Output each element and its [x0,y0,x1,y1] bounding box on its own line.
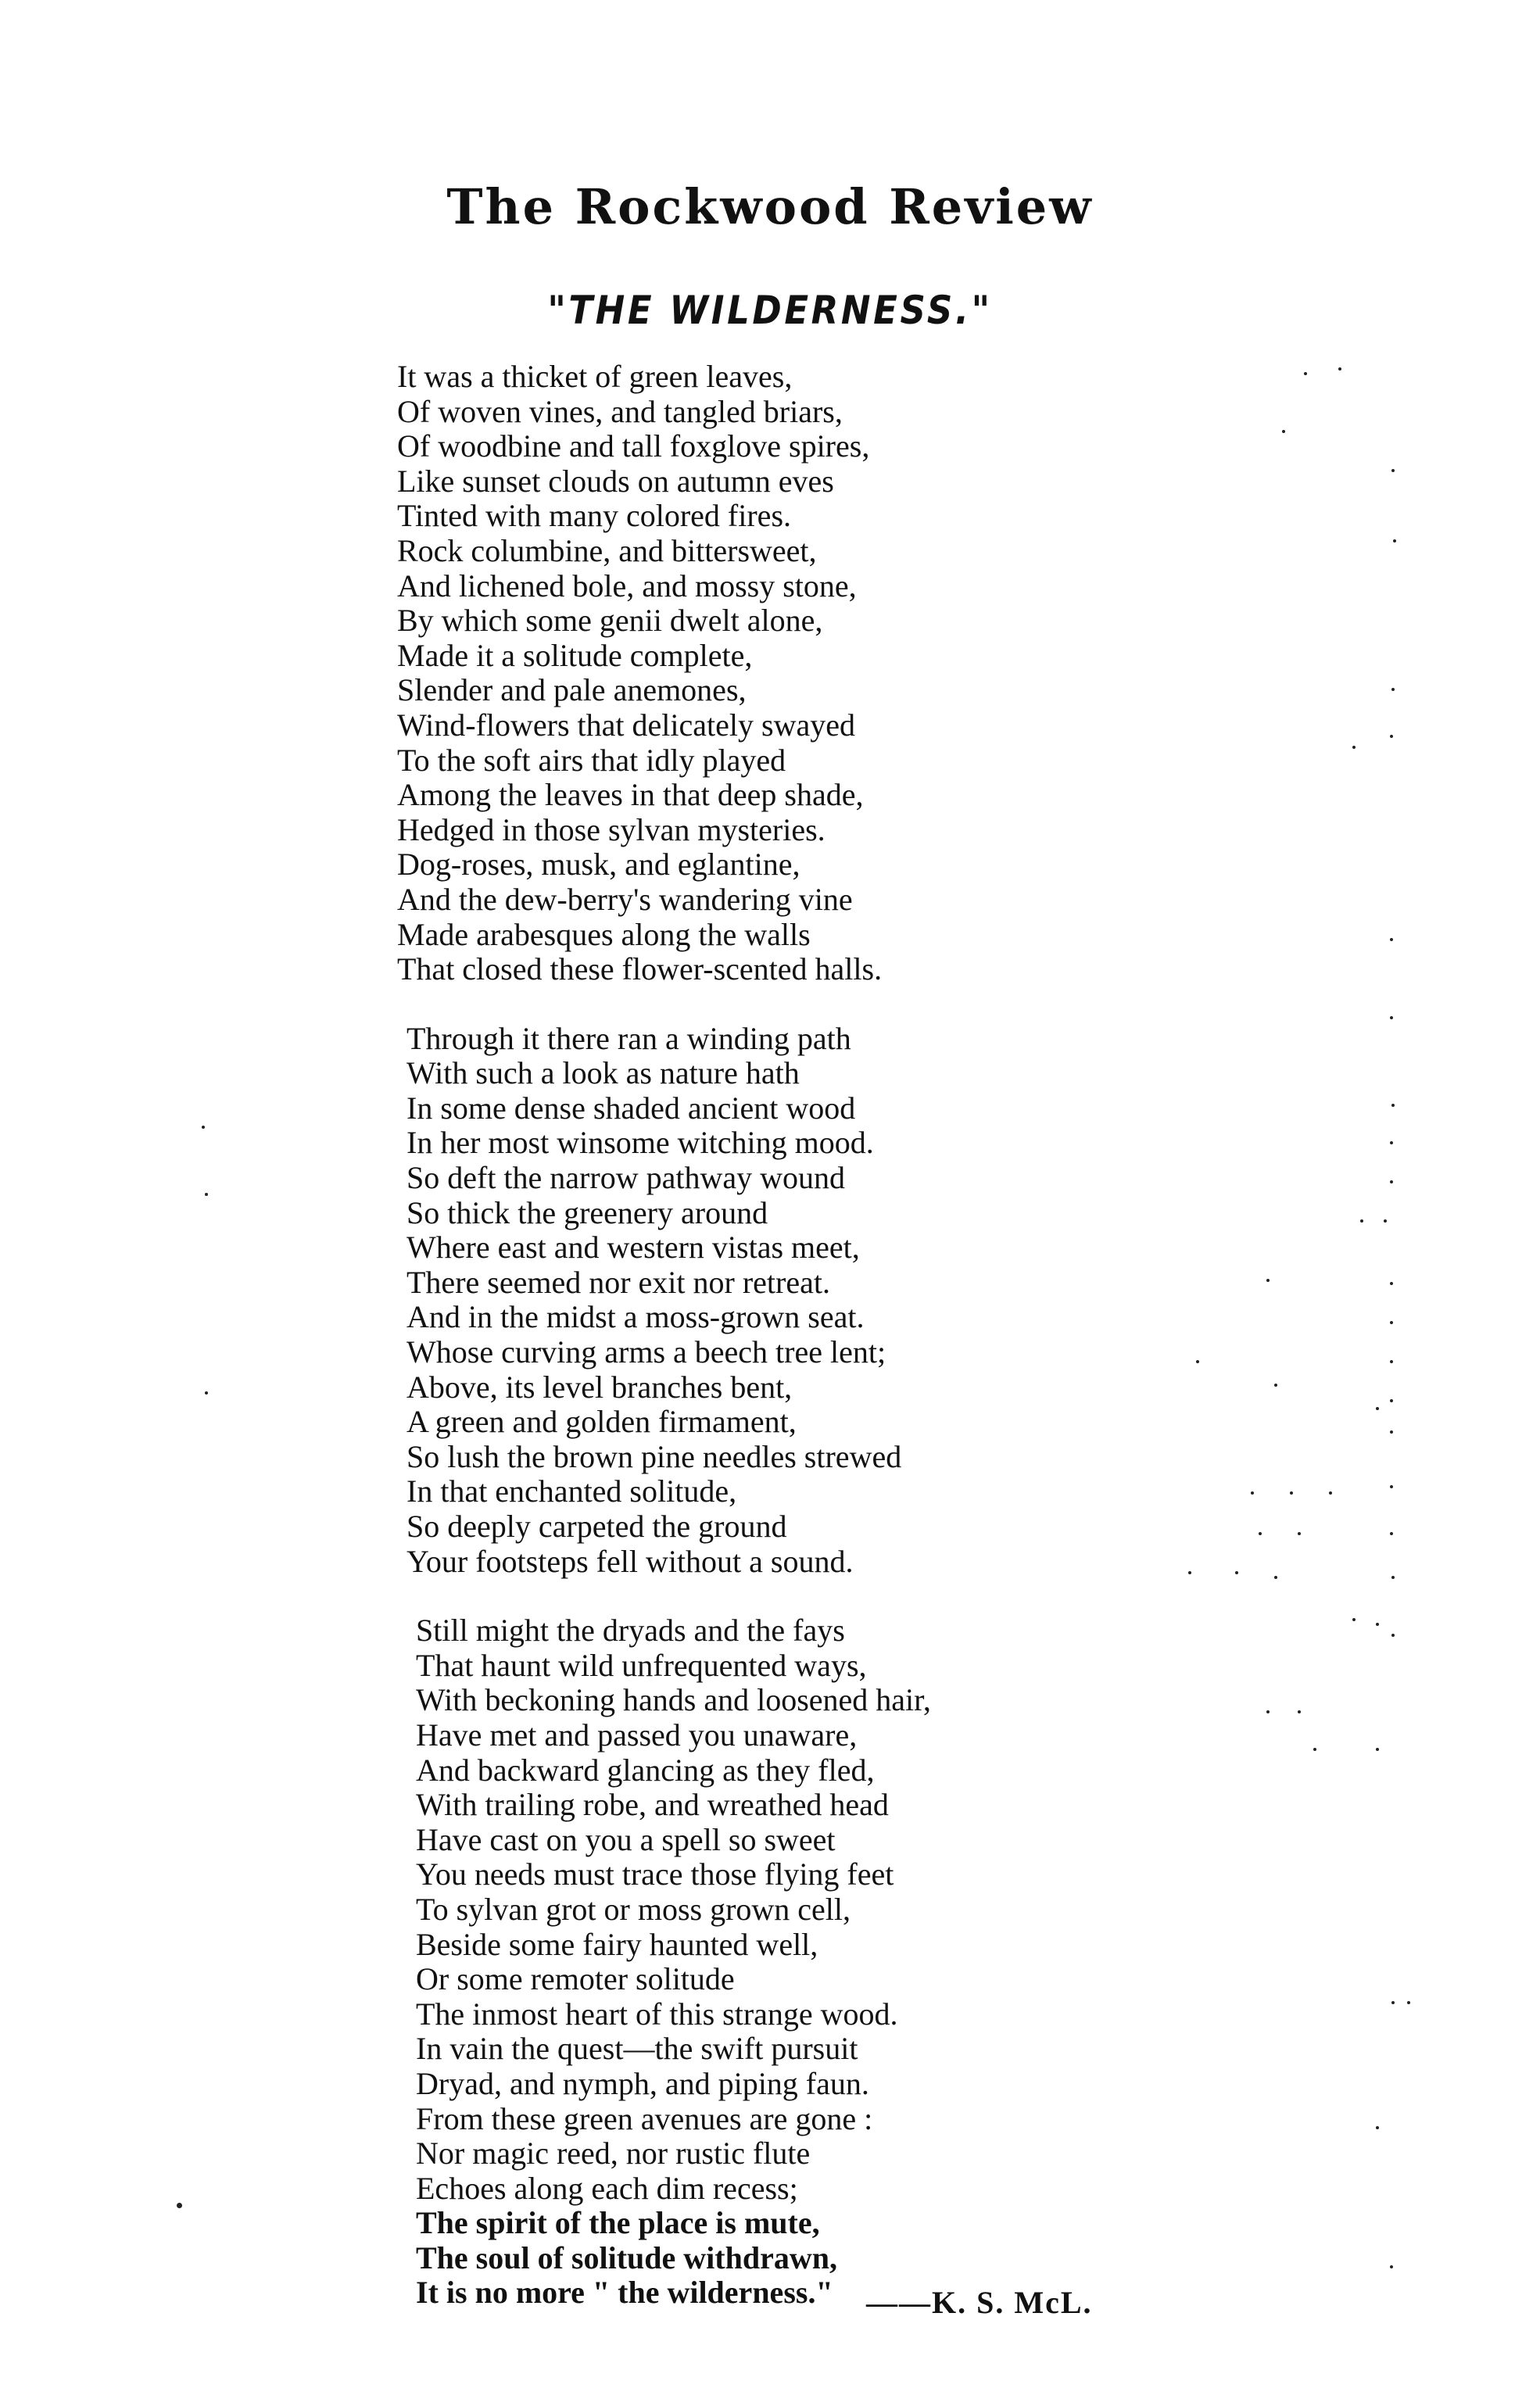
poem-line: Like sunset clouds on autumn eves [397,463,834,499]
scan-speck [1313,1748,1316,1751]
scan-speck [177,2203,182,2208]
scan-speck [202,1126,205,1129]
scan-speck [1390,938,1393,941]
poem-line: Or some remoter solitude [416,1961,735,1997]
poem-line: To the soft airs that idly played [397,742,786,778]
scan-speck [1251,1491,1254,1495]
poem-line: In vain the quest—the swift pursuit [416,2031,858,2067]
poem-line: Through it there ran a winding path [406,1020,851,1056]
poem-line: Made arabesques along the walls [397,916,811,952]
poem-line: Tinted with many colored fires. [397,498,792,534]
poem-line: It was a thicket of green leaves, [397,359,793,394]
poem-line: Of woodbine and tall foxglove spires, [397,428,870,464]
scan-speck [1376,1748,1379,1751]
poem-line: And in the midst a moss-grown seat. [406,1299,865,1335]
scan-speck [1282,430,1285,433]
poem-line: With trailing robe, and wreathed head [416,1787,889,1823]
scan-speck [1391,2001,1395,2004]
scan-speck [1360,1219,1363,1223]
scan-speck [1266,1279,1270,1282]
poem-line: It is no more " the wilderness." [416,2275,833,2311]
poem-line: Beside some fairy haunted well, [416,1926,818,1962]
scan-speck [1390,1360,1393,1363]
poem-line: And backward glancing as they fled, [416,1752,875,1788]
scan-speck [1384,1219,1387,1223]
author-signature: ——K. S. McL. [866,2285,1093,2320]
scan-speck [1407,2001,1410,2004]
scan-speck [1329,1491,1332,1495]
scan-speck [1298,1532,1301,1535]
poem-line: That closed these flower-scented halls. [397,951,883,987]
poem-line: In her most winsome witching mood. [406,1125,874,1161]
scan-speck [1391,1634,1395,1637]
poem-line: Slender and pale anemones, [397,672,747,708]
scan-speck [1391,469,1395,472]
poem-title: "THE WILDERNESS." [547,288,993,333]
poem-line: Where east and western vistas meet, [406,1230,860,1266]
scan-speck [1274,1384,1277,1387]
scan-speck [1390,2265,1393,2268]
scan-speck [1376,1623,1379,1626]
poem-line: And the dew-berry's wandering vine [397,881,853,917]
poem-line: The spirit of the place is mute, [416,2205,820,2241]
poem-line: Hedged in those sylvan mysteries. [397,811,826,847]
scan-speck [1390,1430,1393,1434]
scan-speck [1390,1532,1393,1535]
poem-line: Have met and passed you unaware, [416,1717,858,1753]
poem-line: In some dense shaded ancient wood [406,1090,856,1126]
stanza-1 [0,360,1540,987]
scan-speck [1188,1571,1191,1574]
scan-speck [1390,1016,1393,1019]
poem-line: So deeply carpeted the ground [406,1509,787,1544]
poem-line: So lush the brown pine needles strewed [406,1438,902,1474]
scan-speck [1235,1571,1238,1574]
stanza-2 [0,1022,1540,1580]
poem-line: There seemed nor exit nor retreat. [406,1264,830,1300]
scan-speck [1338,367,1341,371]
scan-speck [1304,372,1307,375]
poem-line: Dog-roses, musk, and eglantine, [397,847,800,883]
scan-speck [1390,1141,1393,1144]
poem-line: With beckoning hands and loosened hair, [416,1682,931,1718]
poem-line: Above, its level branches bent, [406,1369,793,1405]
scan-speck [1393,539,1396,542]
scan-speck [1376,1407,1379,1410]
poem-line: A green and golden firmament, [406,1404,797,1440]
poem-line: To sylvan grot or moss grown cell, [416,1891,851,1927]
poem-line: Have cast on you a spell so sweet [416,1821,836,1857]
scan-speck [1391,1576,1395,1579]
poem-line: Whose curving arms a beech tree lent; [406,1334,886,1370]
poem-line: Rock columbine, and bittersweet, [397,532,817,568]
scan-speck [1390,1321,1393,1324]
poem-body [0,360,1540,2345]
scan-speck [1196,1360,1199,1363]
scan-speck [1390,1282,1393,1285]
scan-speck [1376,2126,1379,2129]
poem-line: Your footsteps fell without a sound. [406,1543,854,1579]
poem-line: You needs must trace those flying feet [416,1856,894,1892]
poem-line: That haunt wild unfrequented ways, [416,1647,867,1683]
stanza-3 [0,1613,1540,2311]
scan-speck [1274,1576,1277,1579]
poem-line: Echoes along each dim recess; [416,2170,798,2206]
scan-speck [205,1193,208,1196]
poem-line: Dryad, and nymph, and piping faun. [416,2065,869,2101]
scan-speck [1290,1491,1293,1495]
scan-speck [1259,1532,1262,1535]
poem-line: Still might the dryads and the fays [416,1613,845,1649]
poem-line: And lichened bole, and mossy stone, [397,567,857,603]
poem-line: Of woven vines, and tangled briars, [397,393,843,429]
poem-line: Nor magic reed, nor rustic flute [416,2136,811,2171]
poem-line: With such a look as nature hath [406,1055,800,1091]
poem-line: Wind-flowers that delicately swayed [397,707,855,743]
poem-line: The inmost heart of this strange wood. [416,1996,898,2032]
masthead: The Rockwood Review [446,178,1094,235]
scan-speck [1391,1104,1395,1107]
poem-line: So thick the greenery around [406,1194,768,1230]
poem-line: So deft the narrow pathway wound [406,1160,845,1196]
poem-line: From these green avenues are gone : [416,2100,873,2136]
poem-line: By which some genii dwelt alone, [397,603,823,639]
scan-speck [1391,688,1395,691]
scan-speck [1352,746,1356,749]
poem-line: Among the leaves in that deep shade, [397,777,864,813]
scan-speck [1352,1618,1356,1621]
poem-line: The soul of solitude withdrawn, [416,2240,837,2275]
scan-speck [205,1391,208,1395]
scan-speck [1298,1710,1301,1713]
scan-speck [1390,1180,1393,1183]
poem-line: Made it a solitude complete, [397,637,753,673]
scan-speck [1390,735,1393,738]
scan-speck [1266,1710,1270,1713]
scan-speck [1390,1485,1393,1488]
poem-line: In that enchanted solitude, [406,1473,737,1509]
scan-speck [1390,1399,1393,1402]
